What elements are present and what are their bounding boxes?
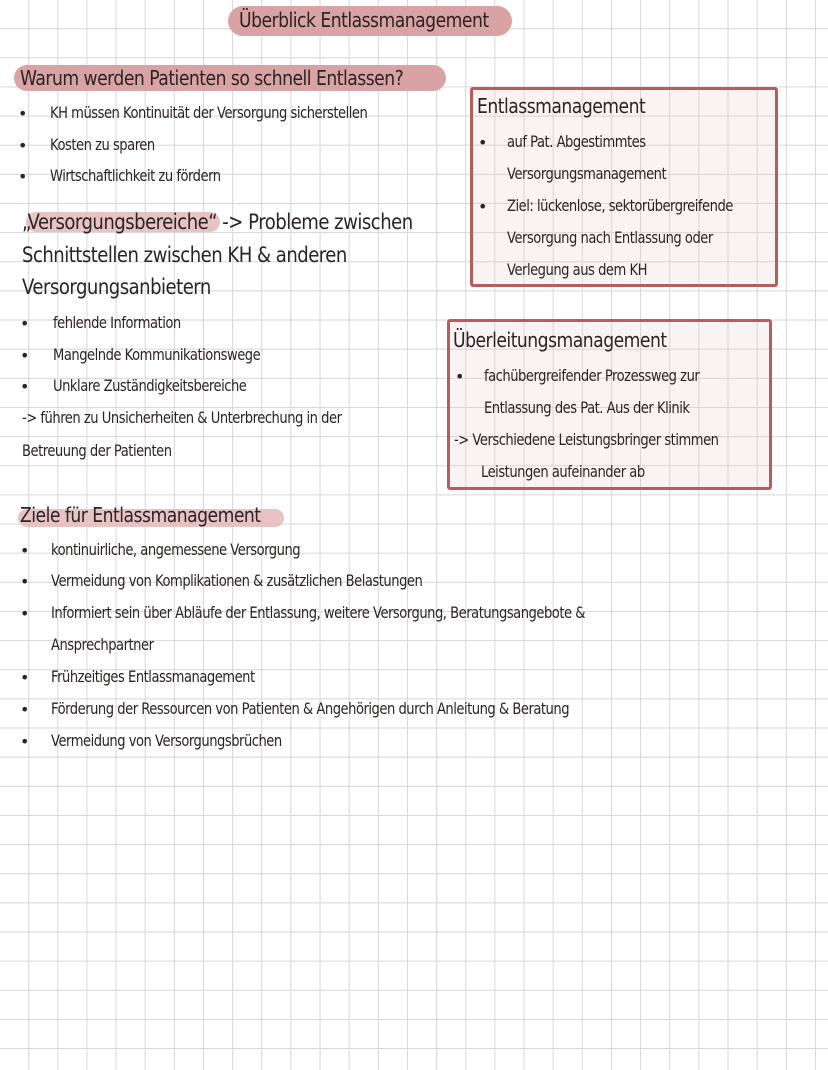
list-item: kontinuirliche, angemessene Versorgung: [51, 540, 301, 559]
bullet-icon: •: [20, 346, 30, 365]
box-item-line: Versorgung nach Entlassung oder: [507, 228, 713, 247]
versorgungsbereiche-line2: Schnittstellen zwischen KH & anderen: [22, 243, 347, 267]
box-item-line: fachübergreifender Prozessweg zur: [484, 366, 700, 385]
bullet-icon: •: [18, 136, 28, 155]
bullet-icon: •: [478, 197, 488, 216]
term-versorgungsbereiche: „Versorgungsbereiche“: [22, 210, 218, 234]
box-heading-ueberleitungsmanagement: Überleitungsmanagement: [453, 328, 667, 352]
bullet-icon: •: [20, 572, 30, 591]
list-item: Mangelnde Kommunikationswege: [53, 345, 261, 364]
versorgungsbereiche-line1: [22, 210, 413, 234]
line1-rest: -> Probleme zwischen: [217, 210, 413, 234]
bullet-icon: •: [18, 167, 28, 186]
list-item-continuation: Ansprechpartner: [51, 635, 154, 654]
bullet-icon: •: [20, 668, 30, 687]
list-item: Unklare Zuständigkeitsbereiche: [53, 376, 247, 395]
box-arrow-line: Leistungen aufeinander ab: [481, 462, 645, 481]
list-item: Informiert sein über Abläufe der Entlassung, weitere Versorgung, Beratungsangebote &: [51, 603, 585, 622]
list-item: Frühzeitiges Entlassmanagement: [51, 667, 255, 686]
bullet-icon: •: [20, 314, 30, 333]
list-item: Vermeidung von Komplikationen & zusätzlichen Belastungen: [51, 571, 423, 590]
conclusion-line2: Betreuung der Patienten: [22, 441, 172, 460]
bullet-icon: •: [20, 732, 30, 751]
list-item: fehlende Information: [53, 313, 181, 332]
list-item: KH müssen Kontinuität der Versorgung sicherstellen: [50, 103, 368, 122]
bullet-icon: •: [20, 604, 30, 623]
box-heading-entlassmanagement: Entlassmanagement: [477, 94, 646, 118]
bullet-icon: •: [20, 700, 30, 719]
box-item-line: Ziel: lückenlose, sektorübergreifende: [507, 196, 733, 215]
versorgungsbereiche-line3: Versorgungsanbietern: [22, 275, 211, 299]
page-title: Überblick Entlassmanagement: [239, 8, 489, 32]
box-arrow-line: -> Verschiedene Leistungsbringer stimmen: [454, 430, 719, 449]
list-item: Vermeidung von Versorgungsbrüchen: [51, 731, 282, 750]
conclusion-line1: -> führen zu Unsicherheiten & Unterbrechung in der: [22, 408, 342, 427]
section-heading-ziele: Ziele für Entlassmanagement: [20, 503, 261, 527]
box-item-line: auf Pat. Abgestimmtes: [507, 132, 646, 151]
bullet-icon: •: [18, 104, 28, 123]
bullet-icon: •: [20, 377, 30, 396]
list-item: Förderung der Ressourcen von Patienten & Angehörigen durch Anleitung & Beratung: [51, 699, 570, 718]
list-item: Wirtschaftlichkeit zu fördern: [50, 166, 221, 185]
bullet-icon: •: [478, 133, 488, 152]
bullet-icon: •: [20, 541, 30, 560]
bullet-icon: •: [455, 367, 465, 386]
box-item-line: Verlegung aus dem KH: [507, 260, 647, 279]
list-item: Kosten zu sparen: [50, 135, 155, 154]
box-item-line: Entlassung des Pat. Aus der Klinik: [484, 398, 690, 417]
section-heading-warum: Warum werden Patienten so schnell Entlassen?: [20, 66, 404, 90]
box-item-line: Versorgungsmanagement: [507, 164, 667, 183]
